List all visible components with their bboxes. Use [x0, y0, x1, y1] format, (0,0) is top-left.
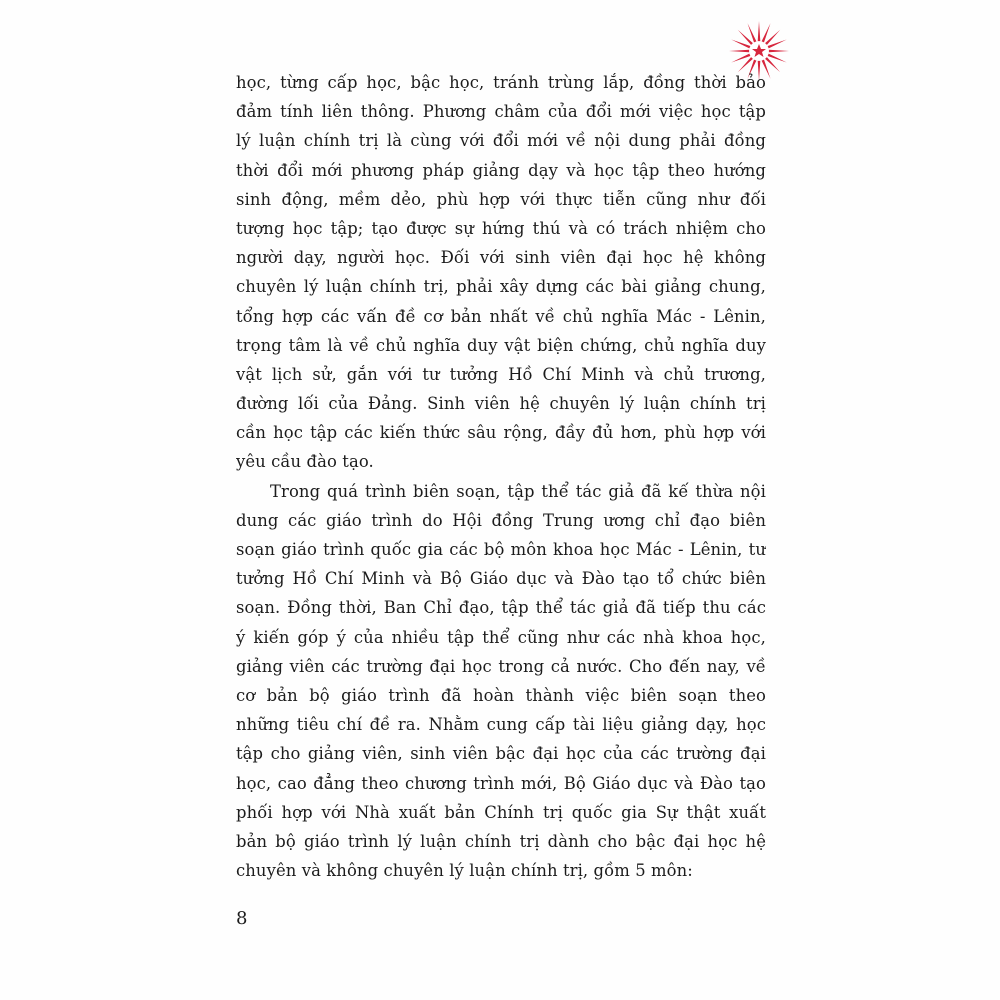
text-line: đảm tính liên thông. Phương châm của đổi mới việc học tập: [236, 102, 766, 122]
text-line: trọng tâm là về chủ nghĩa duy vật biện chứng, chủ nghĩa duy: [236, 335, 766, 355]
text-line: giảng viên các trường đại học trong cả nước. Cho đến nay, về: [236, 656, 766, 676]
text-line: những tiêu chí đề ra. Nhằm cung cấp tài liệu giảng dạy, học: [236, 715, 766, 735]
text-line: học, cao đẳng theo chương trình mới, Bộ Giáo dục và Đào tạo: [236, 773, 766, 793]
logo-ray: [731, 40, 750, 49]
text-line: soạn. Đồng thời, Ban Chỉ đạo, tập thể tác giả đã tiếp thu các: [236, 598, 766, 618]
text-line: tưởng Hồ Chí Minh và Bộ Giáo dục và Đào tạo tổ chức biên: [236, 569, 766, 589]
text-line: đường lối của Đảng. Sinh viên hệ chuyên lý luận chính trị: [236, 394, 766, 414]
logo-ray: [758, 21, 761, 41]
text-line: soạn giáo trình quốc gia các bộ môn khoa học Mác - Lênin, tư: [236, 540, 766, 559]
logo-ray: [762, 23, 771, 42]
text-line: vật lịch sử, gắn với tư tưởng Hồ Chí Minh và chủ trương,: [236, 364, 766, 384]
logo-ray: [768, 40, 787, 49]
text-line: chuyên lý luận chính trị, phải xây dựng các bài giảng chung,: [236, 277, 766, 297]
text-line: sinh động, mềm dẻo, phù hợp với thực tiễn cũng như đối: [236, 189, 766, 209]
text-line: phối hợp với Nhà xuất bản Chính trị quốc gia Sự thật xuất: [236, 802, 766, 822]
logo-ray: [769, 50, 789, 53]
text-line: tượng học tập; tạo được sự hứng thú và có trách nhiệm cho: [236, 218, 766, 238]
text-line: chuyên và không chuyên lý luận chính trị, gồm 5 môn:: [236, 861, 693, 881]
body-text: [236, 68, 766, 885]
text-line: ý kiến góp ý của nhiều tập thể cũng như các nhà khoa học,: [236, 627, 766, 647]
logo-ray: [729, 50, 749, 53]
text-line: thời đổi mới phương pháp giảng dạy và học tập theo hướng: [236, 160, 766, 180]
page-number: 8: [236, 908, 248, 929]
paragraph-1: [236, 68, 766, 477]
text-line: tập cho giảng viên, sinh viên bậc đại học của các trường đại: [236, 744, 766, 764]
text-line: dung các giáo trình do Hội đồng Trung ương chỉ đạo biên: [236, 510, 766, 530]
text-line: yêu cầu đào tạo.: [236, 452, 374, 472]
logo-ray: [768, 54, 787, 63]
text-line: cơ bản bộ giáo trình đã hoàn thành việc biên soạn theo: [236, 685, 766, 705]
paragraph-2: [236, 477, 766, 886]
text-line: bản bộ giáo trình lý luận chính trị dành cho bậc đại học hệ: [236, 831, 766, 851]
text-line: lý luận chính trị là cùng với đổi mới về nội dung phải đồng: [236, 131, 766, 151]
text-line: tổng hợp các vấn đề cơ bản nhất về chủ nghĩa Mác - Lênin,: [236, 306, 766, 326]
text-line: người dạy, người học. Đối với sinh viên đại học hệ không: [236, 248, 766, 268]
logo-ray: [748, 23, 757, 42]
text-line: Trong quá trình biên soạn, tập thể tác giả đã kế thừa nội: [270, 481, 766, 501]
text-line: cần học tập các kiến thức sâu rộng, đầy đủ hơn, phù hợp với: [236, 423, 766, 443]
logo-ray: [731, 54, 750, 63]
text-line: học, từng cấp học, bậc học, tránh trùng lắp, đồng thời bảo: [236, 73, 766, 92]
